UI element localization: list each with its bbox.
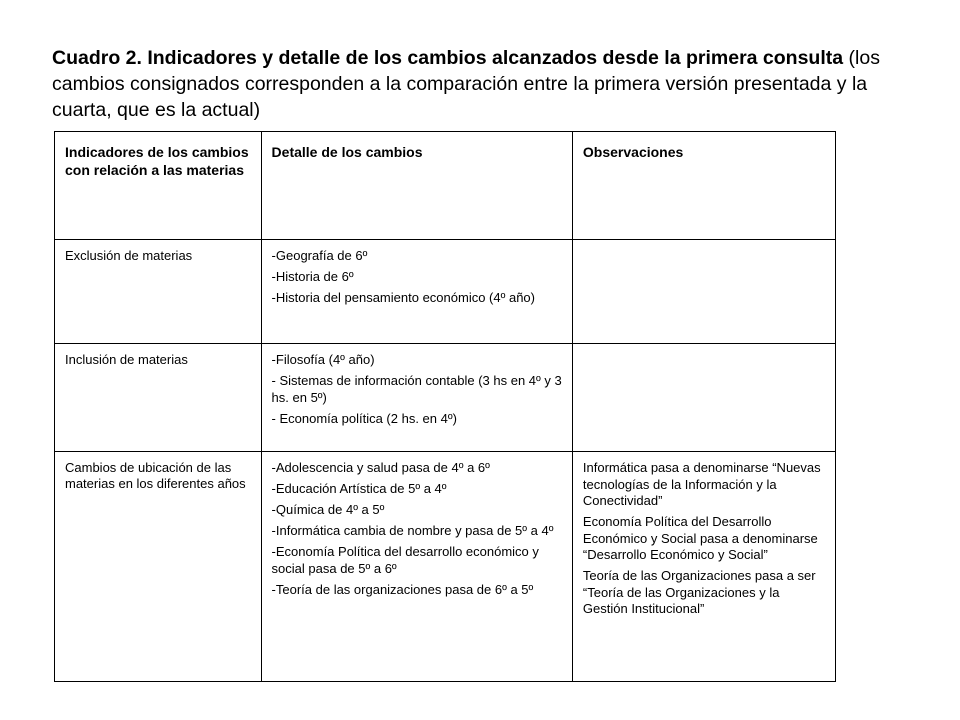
detail-item: -Historia de 6º — [271, 269, 354, 284]
detail-item: -Química de 4º a 5º — [271, 502, 385, 517]
observations-cell — [572, 452, 835, 682]
indicator-cell: Cambios de ubicación de las materias en los diferentes años — [55, 452, 262, 682]
document-title-bold: Cuadro 2. Indicadores y detalle de los cambios alcanzados desde la primera consulta — [52, 47, 844, 69]
detail-item: -Informática cambia de nombre y pasa de 5º a 4º — [271, 523, 554, 538]
header-observations: Observaciones — [572, 132, 835, 240]
document-title-note: (los cambios consignados corresponden a la comparación entre la primera versión presentada y la cuarta, que es la actual) — [52, 47, 880, 121]
changes-table — [54, 131, 836, 682]
observation-item: Informática pasa a denominarse “Nuevas tecnologías de la Información y la Conectividad” — [582, 460, 821, 508]
detail-item: -Filosofía (4º año) — [271, 352, 375, 367]
details-cell — [261, 240, 572, 344]
table-row-inclusion — [55, 344, 836, 452]
details-cell — [261, 452, 572, 682]
observations-cell — [572, 240, 835, 344]
detail-item: - Economía política (2 hs. en 4º) — [271, 410, 457, 426]
header-details: Detalle de los cambios — [261, 132, 572, 240]
table-row-exclusion — [55, 240, 836, 344]
detail-item: - Sistemas de información contable (3 hs en 4º y 3 hs. en 5º) — [271, 373, 562, 405]
document-title — [52, 45, 912, 123]
detail-item: -Historia del pensamiento económico (4º año) — [271, 290, 535, 305]
observation-item: Economía Política del Desarrollo Económico y Social pasa a denominarse “Desarrollo Económico y Social” — [582, 514, 818, 562]
detail-item: -Educación Artística de 5º a 4º — [271, 481, 447, 496]
header-indicators: Indicadores de los cambios con relación a las materias — [55, 132, 262, 240]
detail-item: -Geografía de 6º — [271, 248, 368, 263]
detail-item: -Economía Política del desarrollo económico y social pasa de 5º a 6º — [271, 544, 539, 576]
indicator-cell: Exclusión de materias — [55, 240, 262, 344]
table-header-row — [55, 132, 836, 240]
observation-item: Teoría de las Organizaciones pasa a ser “Teoría de las Organizaciones y la Gestión Institucional” — [582, 568, 816, 616]
detail-item: -Adolescencia y salud pasa de 4º a 6º — [271, 460, 490, 475]
table-row-relocation — [55, 452, 836, 682]
details-cell — [261, 344, 572, 452]
observations-cell — [572, 344, 835, 452]
detail-item: -Teoría de las organizaciones pasa de 6º a 5º — [271, 581, 534, 597]
indicator-cell: Inclusión de materias — [55, 344, 262, 452]
